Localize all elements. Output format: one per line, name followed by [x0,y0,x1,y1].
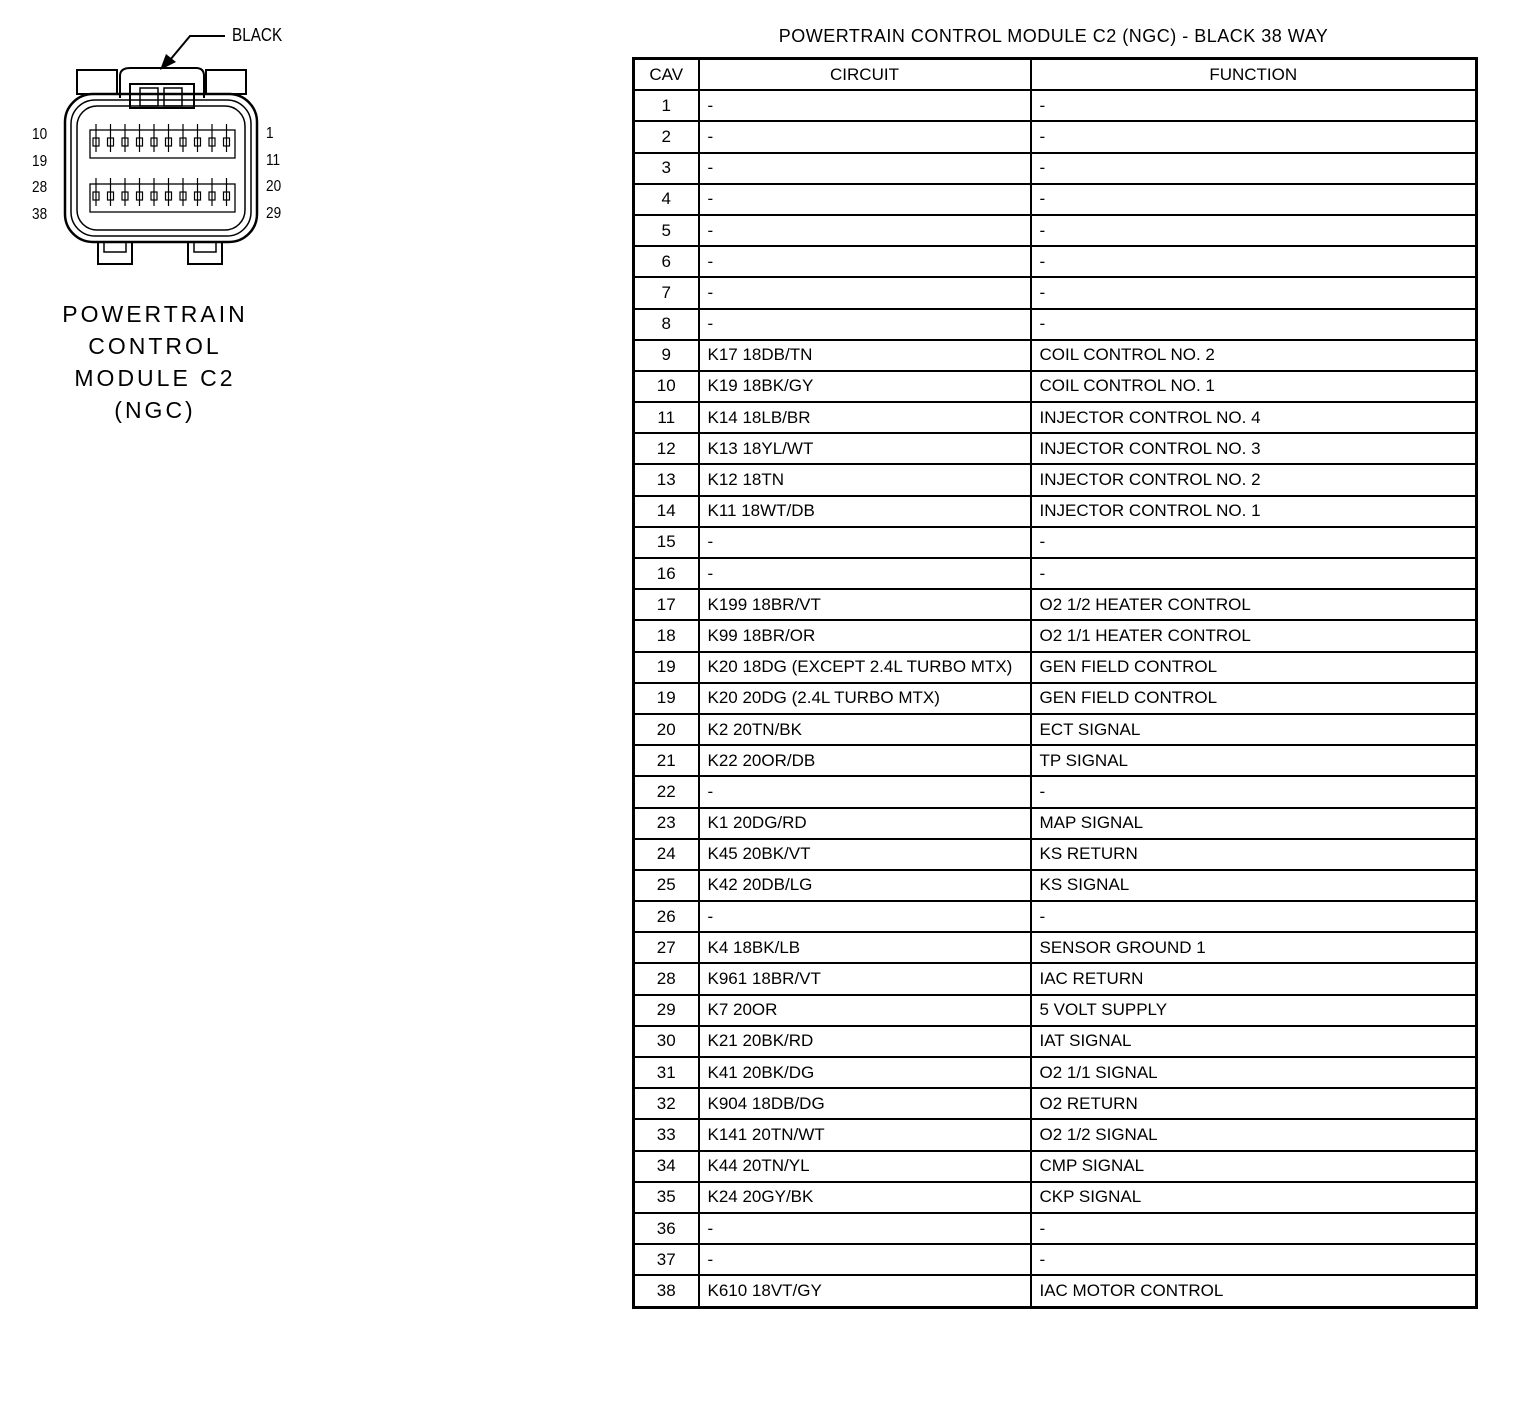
table-row [634,433,1477,464]
circuit-cell: K11 18WT/DB [699,496,1031,527]
function-cell: - [1031,309,1477,340]
cav-cell: 6 [634,246,699,277]
cav-cell: 17 [634,589,699,620]
circuit-cell: K20 18DG (EXCEPT 2.4L TURBO MTX) [699,652,1031,683]
table-row [634,184,1477,215]
circuit-cell: - [699,776,1031,807]
function-cell: O2 1/1 HEATER CONTROL [1031,620,1477,651]
circuit-cell: K21 20BK/RD [699,1026,1031,1057]
circuit-cell: - [699,153,1031,184]
circuit-cell: - [699,527,1031,558]
cav-cell: 34 [634,1151,699,1182]
function-cell: IAT SIGNAL [1031,1026,1477,1057]
circuit-cell: K904 18DB/DG [699,1088,1031,1119]
function-cell: IAC RETURN [1031,963,1477,994]
function-cell: INJECTOR CONTROL NO. 4 [1031,402,1477,433]
table-row [634,371,1477,402]
cav-cell: 1 [634,90,699,121]
circuit-cell: - [699,121,1031,152]
function-cell: TP SIGNAL [1031,745,1477,776]
table-row [634,683,1477,714]
circuit-cell: K141 20TN/WT [699,1119,1031,1150]
function-cell: O2 1/1 SIGNAL [1031,1057,1477,1088]
table-row [634,808,1477,839]
cav-cell: 18 [634,620,699,651]
table-row [634,121,1477,152]
function-cell: KS SIGNAL [1031,870,1477,901]
function-cell: ECT SIGNAL [1031,714,1477,745]
circuit-cell: K44 20TN/YL [699,1151,1031,1182]
table-row [634,309,1477,340]
circuit-cell: K17 18DB/TN [699,340,1031,371]
function-cell: O2 1/2 SIGNAL [1031,1119,1477,1150]
table-row [634,558,1477,589]
circuit-cell: - [699,558,1031,589]
cav-cell: 19 [634,683,699,714]
table-row [634,1275,1477,1307]
cav-cell: 37 [634,1244,699,1275]
circuit-cell: K4 18BK/LB [699,932,1031,963]
function-cell: - [1031,558,1477,589]
cav-cell: 28 [634,963,699,994]
cav-cell: 11 [634,402,699,433]
circuit-cell: - [699,1244,1031,1275]
function-cell: COIL CONTROL NO. 1 [1031,371,1477,402]
function-cell: - [1031,527,1477,558]
cav-cell: 4 [634,184,699,215]
cav-cell: 36 [634,1213,699,1244]
function-cell: - [1031,277,1477,308]
pin-label-left-1: 10 [32,126,48,143]
circuit-cell: K13 18YL/WT [699,433,1031,464]
function-cell: O2 1/2 HEATER CONTROL [1031,589,1477,620]
function-cell: CKP SIGNAL [1031,1182,1477,1213]
table-row [634,90,1477,121]
cav-cell: 26 [634,901,699,932]
table-row [634,340,1477,371]
function-cell: IAC MOTOR CONTROL [1031,1275,1477,1307]
circuit-cell: - [699,277,1031,308]
table-row [634,1119,1477,1150]
cav-cell: 16 [634,558,699,589]
table-row [634,246,1477,277]
function-cell: O2 RETURN [1031,1088,1477,1119]
function-cell: - [1031,121,1477,152]
connector-title: POWERTRAIN CONTROL MODULE C2 (NGC) [62,301,248,423]
cav-cell: 7 [634,277,699,308]
connector-face-icon [20,18,300,278]
table-row [634,402,1477,433]
function-cell: - [1031,90,1477,121]
cav-cell: 29 [634,995,699,1026]
pin-label-left-4: 38 [32,206,48,223]
table-title: POWERTRAIN CONTROL MODULE C2 (NGC) - BLACK 38 WAY [778,26,1329,46]
circuit-cell: - [699,901,1031,932]
circuit-cell: K1 20DG/RD [699,808,1031,839]
cav-cell: 38 [634,1275,699,1307]
pin-label-right-4: 29 [266,205,282,222]
cav-cell: 10 [634,371,699,402]
table-row [634,652,1477,683]
circuit-cell: K45 20BK/VT [699,839,1031,870]
cav-cell: 8 [634,309,699,340]
table-row [634,1213,1477,1244]
table-row [634,995,1477,1026]
table-row [634,1088,1477,1119]
circuit-cell: K41 20BK/DG [699,1057,1031,1088]
function-cell: - [1031,153,1477,184]
circuit-cell: K961 18BR/VT [699,963,1031,994]
cav-cell: 31 [634,1057,699,1088]
cav-cell: 19 [634,652,699,683]
cav-cell: 9 [634,340,699,371]
cav-cell: 24 [634,839,699,870]
function-cell: - [1031,901,1477,932]
function-cell: - [1031,184,1477,215]
cav-cell: 27 [634,932,699,963]
pin-label-left-2: 19 [32,153,48,170]
circuit-cell: K24 20GY/BK [699,1182,1031,1213]
function-cell: - [1031,215,1477,246]
cav-cell: 15 [634,527,699,558]
circuit-cell: K42 20DB/LG [699,870,1031,901]
circuit-cell: - [699,184,1031,215]
cav-cell: 5 [634,215,699,246]
circuit-cell: - [699,1213,1031,1244]
cav-cell: 32 [634,1088,699,1119]
function-cell: INJECTOR CONTROL NO. 3 [1031,433,1477,464]
cav-cell: 35 [634,1182,699,1213]
cav-cell: 3 [634,153,699,184]
circuit-cell: K610 18VT/GY [699,1275,1031,1307]
table-row [634,839,1477,870]
function-cell: INJECTOR CONTROL NO. 1 [1031,496,1477,527]
cav-cell: 25 [634,870,699,901]
function-cell: INJECTOR CONTROL NO. 2 [1031,464,1477,495]
connector-diagram [20,18,300,278]
table-row [634,1057,1477,1088]
circuit-cell: - [699,246,1031,277]
table-row [634,527,1477,558]
cav-cell: 23 [634,808,699,839]
table-row [634,1151,1477,1182]
circuit-cell: - [699,215,1031,246]
function-cell: - [1031,246,1477,277]
table-row [634,963,1477,994]
table-header-row [634,59,1477,91]
table-row [634,1182,1477,1213]
function-cell: SENSOR GROUND 1 [1031,932,1477,963]
table-row [634,745,1477,776]
circuit-cell: - [699,90,1031,121]
pin-label-left-3: 28 [32,179,48,196]
table-row [634,496,1477,527]
circuit-cell: - [699,309,1031,340]
table-row [634,776,1477,807]
circuit-cell: K7 20OR [699,995,1031,1026]
cav-cell: 13 [634,464,699,495]
function-cell: GEN FIELD CONTROL [1031,683,1477,714]
function-cell: 5 VOLT SUPPLY [1031,995,1477,1026]
cav-cell: 21 [634,745,699,776]
table-row [634,464,1477,495]
cav-cell: 30 [634,1026,699,1057]
table-row [634,153,1477,184]
function-cell: COIL CONTROL NO. 2 [1031,340,1477,371]
table-row [634,932,1477,963]
cav-cell: 22 [634,776,699,807]
table-row [634,1026,1477,1057]
function-cell: CMP SIGNAL [1031,1151,1477,1182]
circuit-cell: K99 18BR/OR [699,620,1031,651]
function-cell: KS RETURN [1031,839,1477,870]
connector-color-label: BLACK [232,25,283,45]
cav-cell: 12 [634,433,699,464]
cav-cell: 20 [634,714,699,745]
pin-label-right-1: 1 [266,125,274,142]
cav-cell: 33 [634,1119,699,1150]
cav-cell: 2 [634,121,699,152]
header-circuit: CIRCUIT [699,59,1031,91]
table-row [634,714,1477,745]
header-function: FUNCTION [1031,59,1477,91]
function-cell: GEN FIELD CONTROL [1031,652,1477,683]
circuit-cell: K2 20TN/BK [699,714,1031,745]
cav-cell: 14 [634,496,699,527]
circuit-cell: K22 20OR/DB [699,745,1031,776]
pinout-table [632,57,1478,1309]
table-row [634,277,1477,308]
table-row [634,215,1477,246]
circuit-cell: K12 18TN [699,464,1031,495]
function-cell: - [1031,776,1477,807]
pin-label-right-2: 11 [266,152,281,169]
pin-label-right-3: 20 [266,178,282,195]
table-row [634,870,1477,901]
table-row [634,1244,1477,1275]
function-cell: - [1031,1244,1477,1275]
circuit-cell: K19 18BK/GY [699,371,1031,402]
circuit-cell: K20 20DG (2.4L TURBO MTX) [699,683,1031,714]
header-cav: CAV [634,59,699,91]
table-row [634,901,1477,932]
circuit-cell: K14 18LB/BR [699,402,1031,433]
function-cell: MAP SIGNAL [1031,808,1477,839]
table-row [634,589,1477,620]
circuit-cell: K199 18BR/VT [699,589,1031,620]
function-cell: - [1031,1213,1477,1244]
table-row [634,620,1477,651]
